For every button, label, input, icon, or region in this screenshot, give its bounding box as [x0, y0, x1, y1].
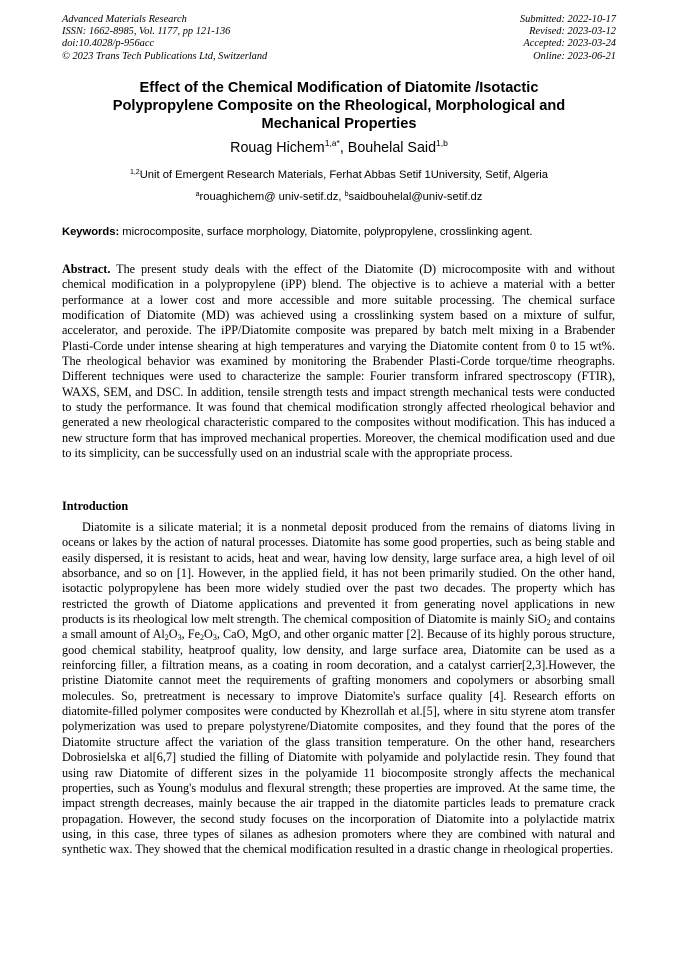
intro-text: and contains a small amount of Al [62, 612, 615, 642]
author-affil-marker: 1,b [436, 138, 448, 148]
date-accepted: Accepted: 2023-03-24 [523, 38, 616, 50]
title-line: Polypropylene Composite on the Rheological, Morphological and [112, 98, 566, 114]
intro-text: O [168, 627, 178, 642]
subscript: 2 [546, 618, 551, 628]
date-submitted: Submitted: 2022-10-17 [519, 14, 616, 25]
author-name: Rouag Hichem [230, 140, 325, 156]
author-affil-marker: 1,a* [324, 138, 340, 148]
subscript: 2 [164, 633, 169, 643]
affiliation-text: Unit of Emergent Research Materials, Ferhat Abbas Setif 1University, Setif, Algeria [139, 169, 549, 181]
subscript: 3 [212, 633, 217, 643]
keywords [62, 225, 622, 239]
author-list [0, 139, 678, 157]
journal-name: Advanced Materials Research [62, 14, 187, 25]
author-separator: , [339, 140, 348, 156]
journal-issn: ISSN: 1662-8985, Vol. 1177, pp 121-136 [62, 26, 231, 38]
affiliation-marker: 1,2 [129, 169, 140, 176]
introduction-paragraph [62, 520, 615, 858]
intro-text: , Fe [181, 627, 200, 642]
email-address: rouaghichem@ univ-setif.dz, [199, 191, 345, 203]
journal-copyright: © 2023 Trans Tech Publications Ltd, Switzerland [62, 50, 268, 62]
journal-header-left [62, 14, 267, 63]
paper-title [50, 79, 628, 133]
abstract-text: The present study deals with the effect of the Diatomite (D) microcomposite with and without chemical modification in a polypropylene (iPP) blend. The objective is to achieve a material with a better performance at a lower cost and more accessible and more suitable processing. The chemical surface modification of Diatomite (MD) was achieved using a crosslinking system based on a mixture of sulfur, accelerator, and peroxide. The iPP/Diatomite composite was prepared by batch melt mixing in a Brabender Plasti-Corde under intense shearing at high temperatures and varying the Diatomite content from 0 to 15 wt%. The rheological behavior was examined by monitoring the Brabender Plasti-Corde torque/time rheographs. Different techniques were used to characterize the sample: Fourier transform infrared spectroscopy (FTIR), WAXS, SEM, and DSC. In addition, tensile strength tests and impact strength mechanical tests were conducted to study the performance. It was found that chemical modification strongly affected rheological behavior and generated a new rheological characteristic compared to the composites without modification. This has induced a new structure form that has improved mechanical properties. Moreover, the chemical modification used and due to its simplicity, can be successfully used on an industrial scale with the appropriate process. [62, 262, 615, 461]
author-emails [0, 190, 678, 204]
journal-header-right [520, 14, 616, 63]
keywords-text: microcomposite, surface morphology, Diatomite, polypropylene, crosslinking agent. [119, 226, 533, 238]
email-address: saidbouhelal@univ-setif.dz [348, 191, 483, 203]
abstract-label: Abstract. [62, 262, 111, 276]
introduction-heading: Introduction [62, 499, 129, 513]
author-name: Bouhelal Said [347, 140, 437, 156]
journal-doi: doi:10.4028/p-956acc [62, 38, 155, 50]
title-line: Mechanical Properties [261, 116, 417, 132]
intro-text: , CaO, MgO, and other organic matter [2]. Because of its highly porous structure, good chemical stability, heatproof quality, low density, and large surface area, Diatomite can be used as a reinforcing filler, a filtration means, as a coating in room decoration, and a catalyst carrier[2,3].However, the pristine Diatomite cannot meet the requirements of grafting monomers and copolymers or absorbing small molecules. So, pretreatment is necessary to improve Diatomite's surface quality [4]. Research efforts on diatomite-filled polymer composites were conducted by Khezrollah et al.[5], where in situ styrene atom transfer polymerization was used to prepare polystyrene/Diatomite composites, and they found that the pores of the Diatomite structure affect the variation of the glass transition temperature. On the other hand, researchers Dobrosielska et al[6,7] studied the filling of Diatomite with polyamide and polylactide resin. They found that using raw Diatomite of different sizes in the polyamide 11 biocomposite strongly affects the mechanical properties, such as Young's modulus and flexural strength; these properties are improved. At the same time, the impact strength decreases, mainly because the air trapped in the diatomite particles leads to premature crack propagation. However, the second study focuses on the incorporation of Diatomite into a polylactide matrix using, in this case, three types of silanes as adhesion promoters where they are combined with natural and synthetic wax. They showed that the chemical modification resulted in a drastic change in rheological properties. [62, 627, 616, 857]
subscript: 3 [177, 633, 182, 643]
date-revised: Revised: 2023-03-12 [529, 26, 616, 38]
date-online: Online: 2023-06-21 [533, 50, 616, 62]
email-marker: a [195, 191, 200, 198]
intro-text: Diatomite is a silicate material; it is a nonmetal deposit produced from the remains of diatoms living in oceans or lakes by the action of natural processes. Diatomite has some good properties, such as being stable and easily dispersed, it is resistant to acids, heat and wear, having low density, large surface area, a high level of oil absorbance, and so on [1]. However, in the applied field, it has not been primarily studied. On the other hand, isotactic polypropylene has been more widely studied over the past two decades. The property which has restricted the growth of Diatome applications and prevented it from generating novel applications in new products is its rheological low melt strength. The chemical composition of Diatomite is mainly SiO [62, 520, 615, 627]
abstract [62, 262, 615, 461]
keywords-label: Keywords: [62, 226, 120, 238]
affiliation [0, 168, 678, 182]
title-line: Effect of the Chemical Modification of Diatomite /Isotactic [139, 80, 539, 96]
email-marker: b [344, 191, 349, 198]
intro-text: O [204, 627, 213, 642]
subscript: 2 [200, 633, 204, 643]
